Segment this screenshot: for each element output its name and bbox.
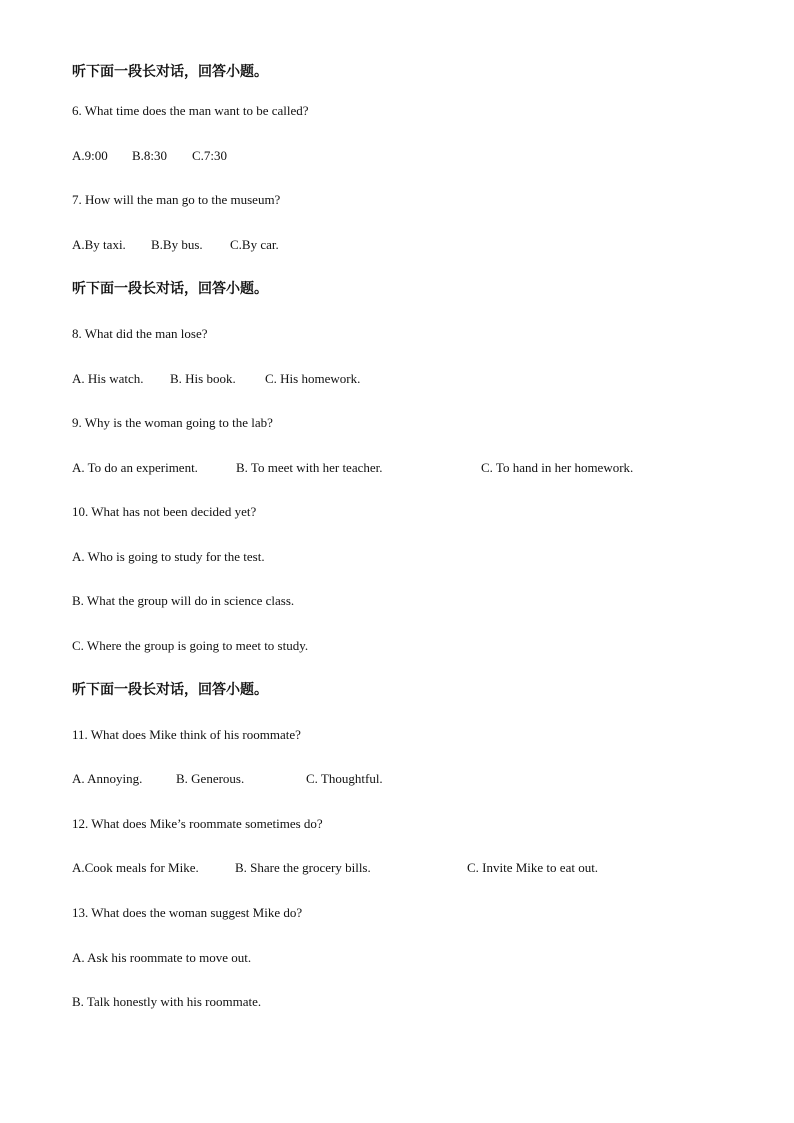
- option-a: A. His watch.: [72, 371, 144, 386]
- option-a: A. Who is going to study for the test.: [72, 549, 265, 564]
- section-heading: 听下面一段长对话，回答小题。: [72, 281, 268, 297]
- option-c: C. Thoughtful.: [306, 771, 383, 786]
- option-c: C.7:30: [192, 148, 228, 163]
- option-b: B.By bus.: [151, 237, 203, 252]
- option-c: C.By car.: [230, 237, 279, 252]
- option-a: A.Cook meals for Mike.: [72, 860, 199, 875]
- option-c: C. Where the group is going to meet to study.: [72, 638, 309, 653]
- option-b: B. To meet with her teacher.: [236, 460, 383, 475]
- question-10: 10. What has not been decided yet?: [72, 504, 257, 519]
- question-12: 12. What does Mike’s roommate sometimes do?: [72, 816, 323, 831]
- question-11: 11. What does Mike think of his roommate?: [72, 727, 301, 742]
- question-13: 13. What does the woman suggest Mike do?: [72, 905, 303, 920]
- option-b: B. Talk honestly with his roommate.: [72, 994, 262, 1009]
- question-7: 7. How will the man go to the museum?: [72, 192, 281, 207]
- option-a: A. To do an experiment.: [72, 460, 198, 475]
- option-a: A.9:00: [72, 148, 108, 163]
- option-c: C. His homework.: [265, 371, 361, 386]
- option-c: C. Invite Mike to eat out.: [467, 860, 599, 875]
- option-a: A. Annoying.: [72, 771, 143, 786]
- question-8: 8. What did the man lose?: [72, 326, 208, 341]
- option-b: B. What the group will do in science class.: [72, 593, 295, 608]
- option-b: B. Share the grocery bills.: [235, 860, 371, 875]
- question-9: 9. Why is the woman going to the lab?: [72, 415, 273, 430]
- option-b: B. His book.: [170, 371, 236, 386]
- option-a: A. Ask his roommate to move out.: [72, 950, 252, 965]
- option-b: B.8:30: [132, 148, 168, 163]
- section-heading: 听下面一段长对话，回答小题。: [72, 682, 268, 698]
- question-6: 6. What time does the man want to be called?: [72, 103, 309, 118]
- option-b: B. Generous.: [176, 771, 245, 786]
- section-heading: 听下面一段长对话，回答小题。: [72, 64, 268, 80]
- option-a: A.By taxi.: [72, 237, 126, 252]
- option-c: C. To hand in her homework.: [481, 460, 634, 475]
